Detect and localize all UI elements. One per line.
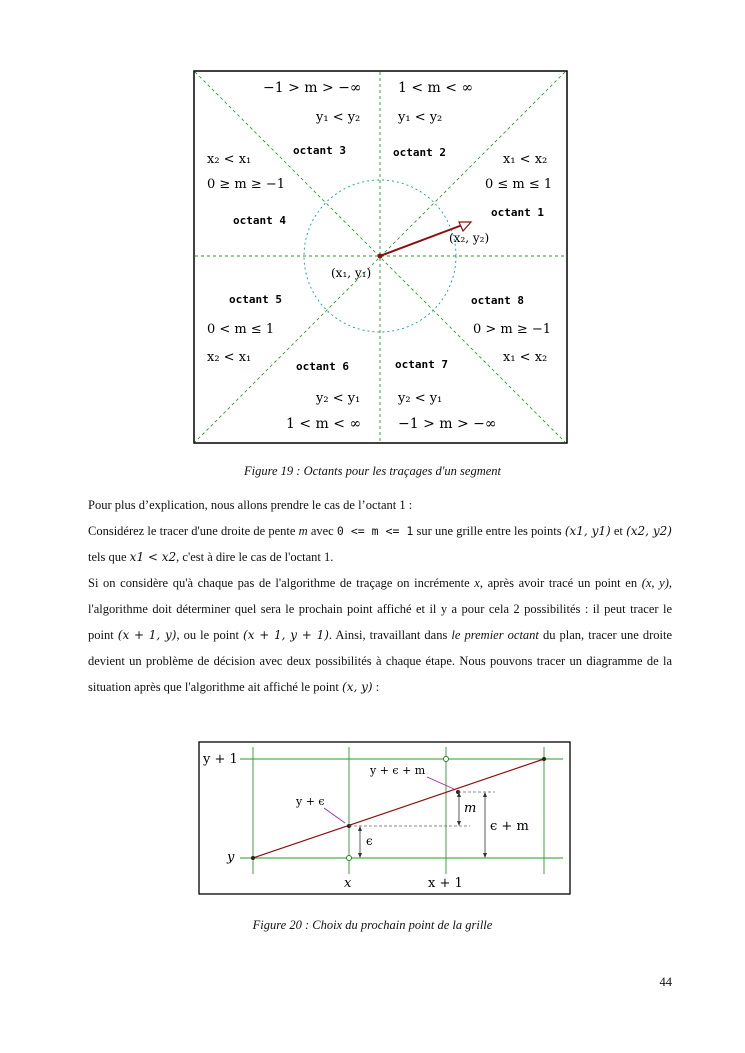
octant-6-label: octant 6	[296, 360, 349, 373]
m-label: m	[464, 801, 477, 816]
eps-m-label: ϵ + m	[490, 819, 529, 834]
q7-y: y₂ < y₁	[398, 391, 443, 406]
paragraph-3: Si on considère qu'à chaque pas de l'algorithme de traçage on incrémente x, après avoir tracé un point en (x, y), l'algorithme doit déterminer quel sera le prochain point affiché et il y a pour cela 2 possibilités : il peut tracer le point (x + 1, y), ou le point (x + 1, y + 1). Ainsi, travaillant dans le premier octant du plan, tracer une droite devient un problème de décision avec deux possibilités à chaque étape. Nous pouvons tracer un diagramme de la situation après que l'algorithme ait affiché le point (x, y) :	[88, 576, 673, 694]
eps-label: ϵ	[366, 834, 373, 848]
end-point-label: (x₂, y₂)	[449, 231, 490, 245]
figure-20-caption: Figure 20 : Choix du prochain point de la grille	[252, 918, 493, 932]
grid-choice-figure	[198, 741, 571, 895]
octant-4-label: octant 4	[233, 214, 286, 227]
q6-slope: 1 < m < ∞	[286, 416, 362, 432]
y-plus-1-label: y + 1	[203, 752, 238, 767]
octant-7-label: octant 7	[395, 358, 448, 371]
q3-slope: −1 > m > −∞	[263, 80, 362, 96]
y-eps-m-label: y + ϵ + m	[370, 764, 426, 777]
q4-x: x₂ < x₁	[207, 152, 252, 167]
q2-slope: 1 < m < ∞	[398, 80, 474, 96]
q2-y: y₁ < y₂	[398, 110, 443, 125]
x-plus-1-label: x + 1	[428, 876, 463, 891]
octant-1-label: octant 1	[491, 206, 544, 219]
q8-x: x₁ < x₂	[503, 350, 548, 365]
q1-slope: 0 ≤ m ≤ 1	[485, 177, 553, 192]
paragraph-1: Pour plus d’explication, nous allons prendre le cas de l’octant 1 :	[88, 498, 413, 512]
q5-x: x₂ < x₁	[207, 350, 252, 365]
figure-19-caption: Figure 19 : Octants pour les traçages d'un segment	[243, 464, 502, 478]
body-text	[88, 492, 672, 700]
start-point-label: (x₁, y₁)	[331, 266, 372, 280]
q6-y: y₂ < y₁	[316, 391, 361, 406]
q8-slope: 0 > m ≥ −1	[473, 322, 552, 337]
x-label: x	[344, 876, 352, 891]
paragraph-2: Considérez le tracer d'une droite de pente m avec 0 <= m <= 1 sur une grille entre les points (x1, y1) et (x2, y2) tels que x1 < x2, c'est à dire le cas de l'octant 1.	[88, 524, 672, 564]
page-number: 44	[659, 975, 672, 989]
y-eps-label: y + ϵ	[296, 795, 325, 808]
q4-slope: 0 ≥ m ≥ −1	[207, 177, 286, 192]
octant-2-label: octant 2	[393, 146, 446, 159]
octants-figure	[193, 70, 568, 444]
octant-5-label: octant 5	[229, 293, 282, 306]
q5-slope: 0 < m ≤ 1	[207, 322, 275, 337]
q3-y: y₁ < y₂	[316, 110, 361, 125]
q1-x: x₁ < x₂	[503, 152, 548, 167]
q7-slope: −1 > m > −∞	[398, 416, 497, 432]
y-label: y	[227, 850, 235, 865]
octant-3-label: octant 3	[293, 144, 346, 157]
octant-8-label: octant 8	[471, 294, 524, 307]
